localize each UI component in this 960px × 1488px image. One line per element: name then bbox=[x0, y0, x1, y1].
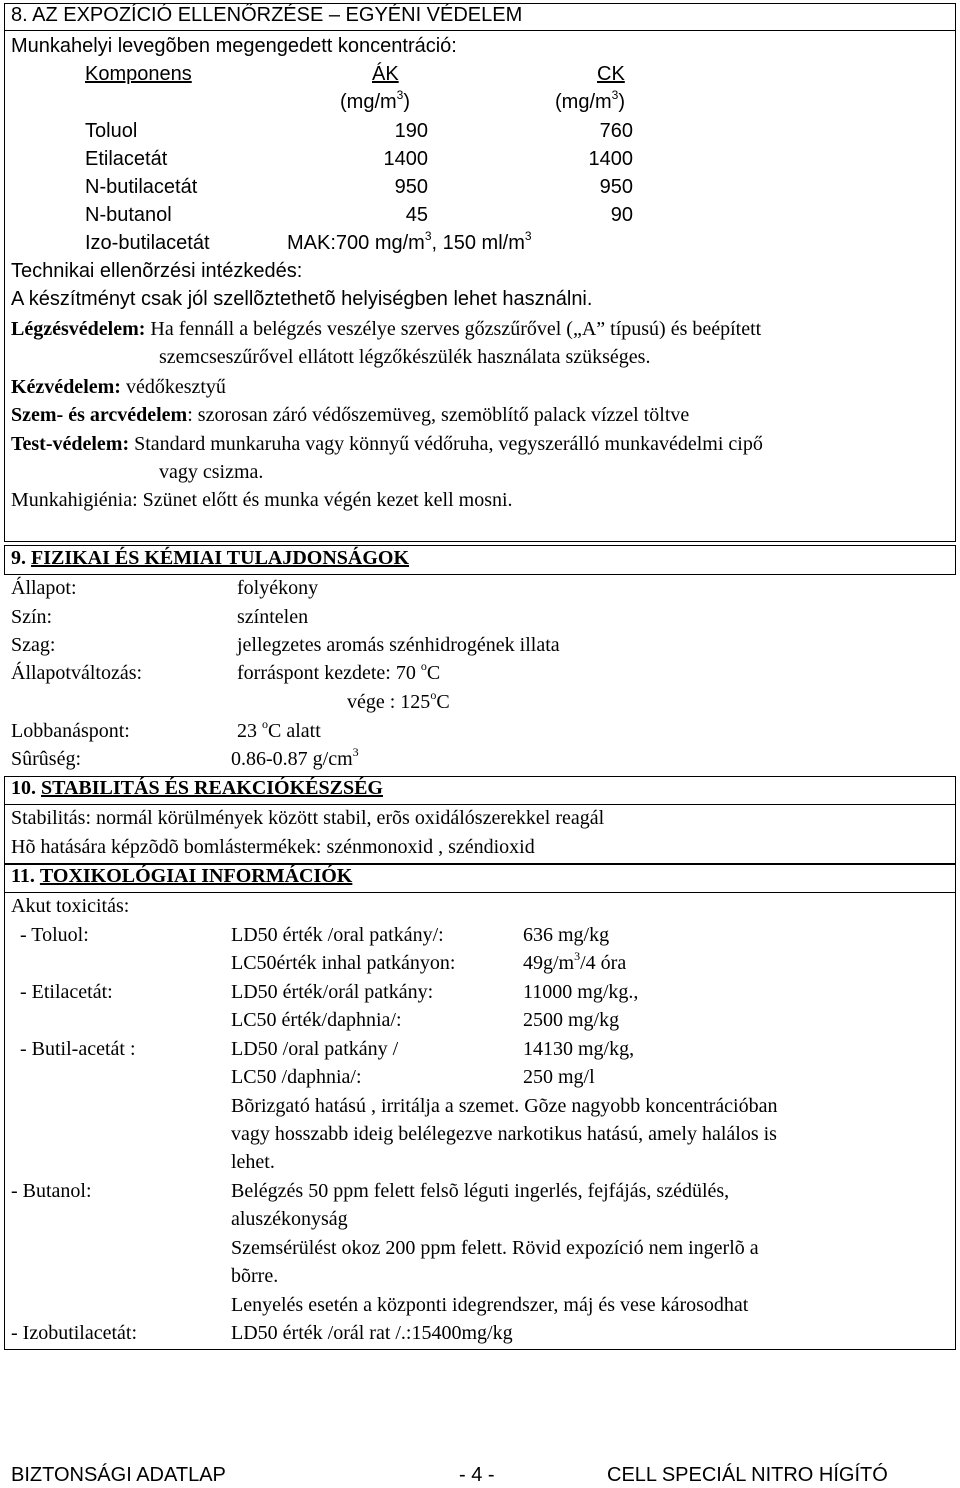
state-change-boiling-start: forráspont kezdete: 70 $^o$C bbox=[237, 659, 441, 684]
work-hygiene: Munkahigiénia: Szünet előtt és munka végén kezet kell mosni. bbox=[11, 489, 513, 511]
tox-butilacetat-ld50-label: LD50 /oral patkány / bbox=[231, 1038, 399, 1060]
tox-toluol-ld50-label: LD50 érték /oral patkány/: bbox=[231, 924, 444, 946]
unit-ck: $(mg/m^3)$ bbox=[555, 88, 626, 113]
tox-toluol-ld50-value: 636 mg/kg bbox=[523, 924, 610, 946]
acute-toxicity-label: Akut toxicitás: bbox=[11, 895, 130, 917]
tox-butanol-note-1: Belégzés 50 ppm felett felsõ léguti ingerlés, fejfájás, szédülés, bbox=[231, 1180, 730, 1202]
tox-butanol-note-2: aluszékonyság bbox=[231, 1208, 348, 1230]
tech-text: A készítményt csak jól szellõztethetõ helyiségben lehet használni. bbox=[11, 288, 593, 310]
tox-izobutilacetat-ld50: LD50 érték /orál rat /.:15400mg/kg bbox=[231, 1322, 513, 1344]
tox-izobutilacetat-label: - Izobutilacetát: bbox=[11, 1322, 138, 1344]
row-nbutanol-ak: 45 bbox=[405, 204, 428, 226]
tox-butilacetat-label: - Butil-acetát : bbox=[20, 1038, 136, 1060]
tox-butilacetat-note-3: lehet. bbox=[231, 1151, 275, 1173]
tox-butilacetat-lc50-value: 250 mg/l bbox=[523, 1066, 595, 1088]
flash-point-label: Lobbanáspont: bbox=[11, 720, 130, 742]
state-change-label: Állapotváltozás: bbox=[11, 662, 143, 684]
tox-etilacetat-lc50-value: 2500 mg/kg bbox=[523, 1009, 620, 1031]
footer-page-number: - 4 - bbox=[459, 1464, 495, 1486]
respiratory-line-1: Légzésvédelem: Ha fennáll a belégzés veszélye szerves gőzszűrővel („A” típusú) és beépített bbox=[11, 318, 762, 340]
unit-ak: $(mg/m^3)$ bbox=[340, 88, 411, 113]
row-toluol-name: Toluol bbox=[85, 120, 138, 142]
tox-butilacetat-ld50-value: 14130 mg/kg, bbox=[523, 1038, 635, 1060]
color-value: színtelen bbox=[237, 606, 309, 628]
section-10-title: 10. STABILITÁS ÉS REAKCIÓKÉSZSÉG bbox=[11, 777, 383, 799]
section-11-title: 11. TOXIKOLÓGIAI INFORMÁCIÓK bbox=[11, 865, 353, 887]
density-label: Sûrûség: bbox=[11, 748, 81, 770]
row-toluol-ak: 190 bbox=[394, 120, 428, 142]
row-nbutilacetat-ck: 950 bbox=[599, 176, 633, 198]
body-protection-line-2: vagy csizma. bbox=[159, 461, 264, 483]
body-protection-line-1: Test-védelem: Standard munkaruha vagy könnyű védőruha, vegyszerálló munkavédelmi cipő bbox=[11, 433, 763, 455]
tox-etilacetat-lc50-label: LC50 érték/daphnia/: bbox=[231, 1009, 402, 1031]
tox-butanol-label: - Butanol: bbox=[11, 1180, 92, 1202]
odor-label: Szag: bbox=[11, 634, 56, 656]
state-label: Állapot: bbox=[11, 577, 77, 599]
row-etilacetat-ak: 1400 bbox=[383, 148, 428, 170]
row-nbutilacetat-ak: 950 bbox=[394, 176, 428, 198]
tox-etilacetat-ld50-label: LD50 érték/orál patkány: bbox=[231, 981, 434, 1003]
color-label: Szín: bbox=[11, 606, 53, 628]
tox-butilacetat-note-1: Bõrizgató hatású , irritálja a szemet. Gõze nagyobb koncentrációban bbox=[231, 1095, 778, 1117]
section-8-title: 8. AZ EXPOZÍCIÓ ELLENŐRZÉSE – EGYÉNI VÉDELEM bbox=[11, 4, 523, 26]
tox-etilacetat-label: - Etilacetát: bbox=[20, 981, 113, 1003]
row-izobutilacetat-name: Izo-butilacetát bbox=[85, 232, 210, 254]
tox-toluol-lc50-value: $49g/m^3/4$ óra bbox=[523, 949, 627, 974]
tox-toluol-lc50-label: LC50érték inhal patkányon: bbox=[231, 952, 456, 974]
state-change-boiling-end: vége : 125$^o$C bbox=[347, 688, 450, 713]
section-9-title: 9. FIZIKAI ÉS KÉMIAI TULAJDONSÁGOK bbox=[11, 547, 410, 569]
footer-doc-type: BIZTONSÁGI ADATLAP bbox=[11, 1464, 226, 1486]
eye-protection: Szem- és arcvédelem: szorosan záró védőszemüveg, szemöblítő palack vízzel töltve bbox=[11, 404, 690, 426]
col-header-komponens: Komponens bbox=[85, 63, 192, 85]
decomposition-text: Hõ hatására képzõdõ bomlástermékek: szénmonoxid , széndioxid bbox=[11, 836, 535, 858]
col-header-ak: ÁK bbox=[372, 63, 399, 85]
tox-toluol-label: - Toluol: bbox=[20, 924, 89, 946]
tox-butilacetat-note-2: vagy hosszabb ideig belélegezve narkotikus hatású, amely halálos is bbox=[231, 1123, 777, 1145]
concentration-intro: Munkahelyi levegõben megengedett koncentráció: bbox=[11, 35, 457, 57]
row-nbutanol-ck: 90 bbox=[610, 204, 633, 226]
col-header-ck: CK bbox=[597, 63, 625, 85]
row-nbutanol-name: N-butanol bbox=[85, 204, 172, 226]
tox-butanol-note-4: bõrre. bbox=[231, 1265, 279, 1287]
row-etilacetat-ck: 1400 bbox=[588, 148, 633, 170]
tox-etilacetat-ld50-value: 11000 mg/kg., bbox=[523, 981, 639, 1003]
tox-butanol-note-5: Lenyelés esetén a központi idegrendszer, máj és vese károsodhat bbox=[231, 1294, 749, 1316]
density-value: 0.86-0.87 $g/cm^3$ bbox=[231, 745, 359, 770]
row-izobutilacetat-value: MAK:700 $mg/m^3$, 150 $ml/m^3$ bbox=[287, 229, 532, 254]
hand-protection: Kézvédelem: védőkesztyű bbox=[11, 376, 226, 398]
flash-point-value: 23 $^o$C alatt bbox=[237, 717, 321, 742]
odor-value: jellegzetes aromás szénhidrogének illata bbox=[237, 634, 560, 656]
row-nbutilacetat-name: N-butilacetát bbox=[85, 176, 198, 198]
footer-product-name: CELL SPECIÁL NITRO HÍGÍTÓ bbox=[607, 1464, 888, 1486]
row-toluol-ck: 760 bbox=[599, 120, 633, 142]
stability-text: Stabilitás: normál körülmények között stabil, erõs oxidálószerekkel reagál bbox=[11, 807, 605, 829]
respiratory-line-2: szemcseszűrővel ellátott légzőkészülék használata szükséges. bbox=[159, 346, 651, 368]
tox-butanol-note-3: Szemsérülést okoz 200 ppm felett. Rövid expozíció nem ingerlõ a bbox=[231, 1237, 759, 1259]
state-value: folyékony bbox=[237, 577, 319, 599]
row-etilacetat-name: Etilacetát bbox=[85, 148, 168, 170]
tox-butilacetat-lc50-label: LC50 /daphnia/: bbox=[231, 1066, 362, 1088]
tech-label: Technikai ellenõrzési intézkedés: bbox=[11, 260, 303, 282]
